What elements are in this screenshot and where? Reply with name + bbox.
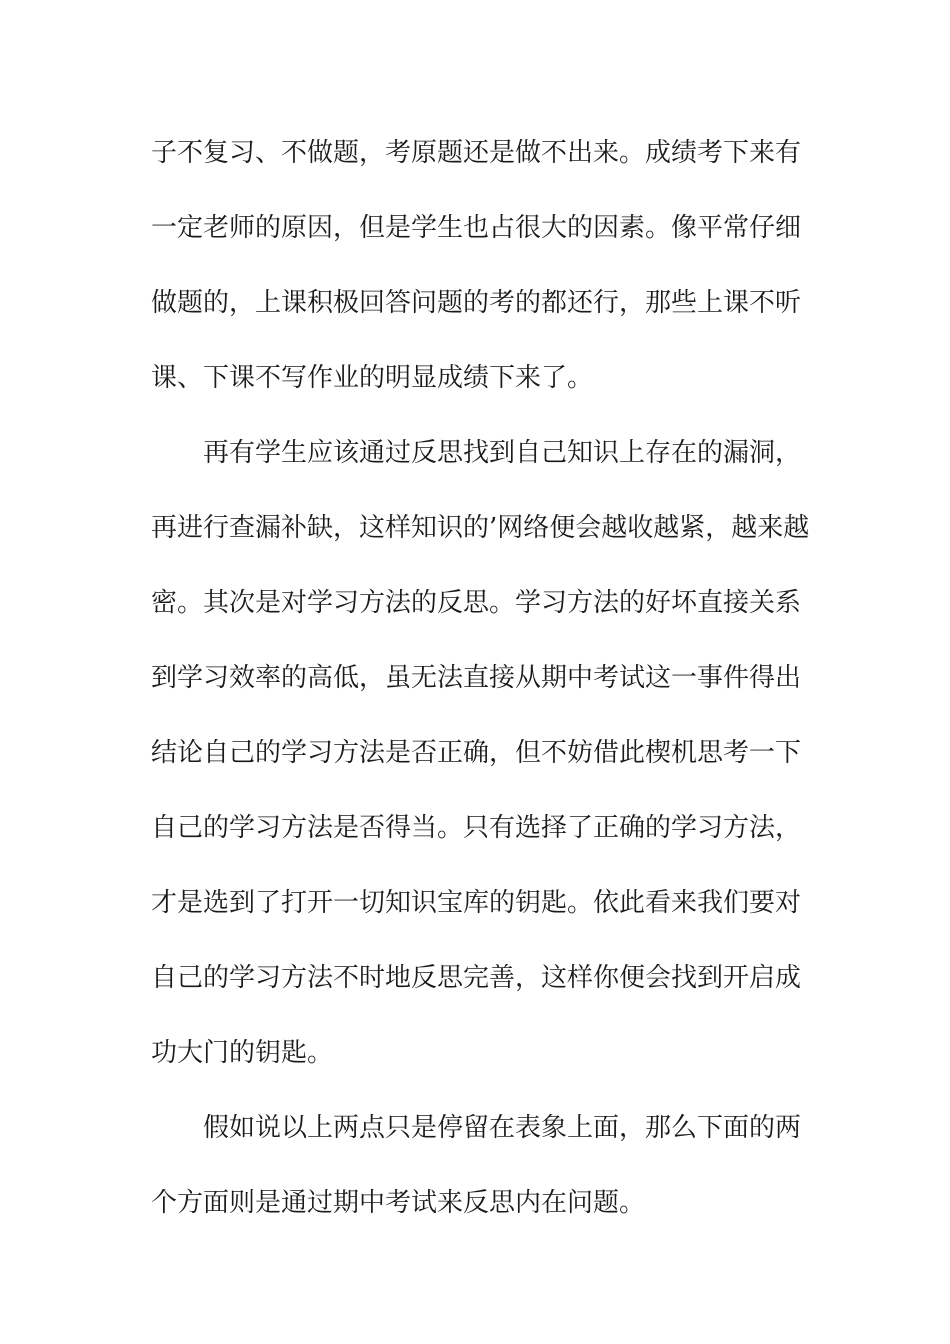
- text-line: 结论自己的学习方法是否正确，但不妨借此楔机思考一下: [151, 738, 802, 768]
- text-line: 自己的学习方法是否得当。只有选择了正确的学习方法，: [151, 813, 802, 843]
- body-text: [151, 128, 811, 1253]
- text-line: 做题的，上课积极回答问题的考的都还行，那些上课不听: [151, 288, 802, 318]
- text-line: 密。其次是对学习方法的反思。学习方法的好坏直接关系: [151, 588, 802, 618]
- text-line: 课、下课不写作业的明显成绩下来了。: [151, 363, 594, 393]
- text-line: 子不复习、不做题，考原题还是做不出来。成绩考下来有: [151, 138, 802, 168]
- text-line: 再进行查漏补缺，这样知识的’网络便会越收越紧，越来越: [151, 513, 810, 543]
- text-line: 一定老师的原因，但是学生也占很大的因素。像平常仔细: [151, 213, 802, 243]
- text-line: 才是选到了打开一切知识宝库的钥匙。依此看来我们要对: [151, 888, 802, 918]
- paragraph-start-line: 再有学生应该通过反思找到自己知识上存在的漏洞，: [203, 438, 802, 468]
- text-line: 功大门的钥匙。: [151, 1038, 334, 1068]
- paragraph-start-line: 假如说以上两点只是停留在表象上面，那么下面的两: [203, 1113, 802, 1143]
- text-line: 自己的学习方法不时地反思完善，这样你便会找到开启成: [151, 963, 802, 993]
- text-line: 到学习效率的高低，虽无法直接从期中考试这一事件得出: [151, 663, 802, 693]
- text-line: 个方面则是通过期中考试来反思内在问题。: [151, 1188, 646, 1218]
